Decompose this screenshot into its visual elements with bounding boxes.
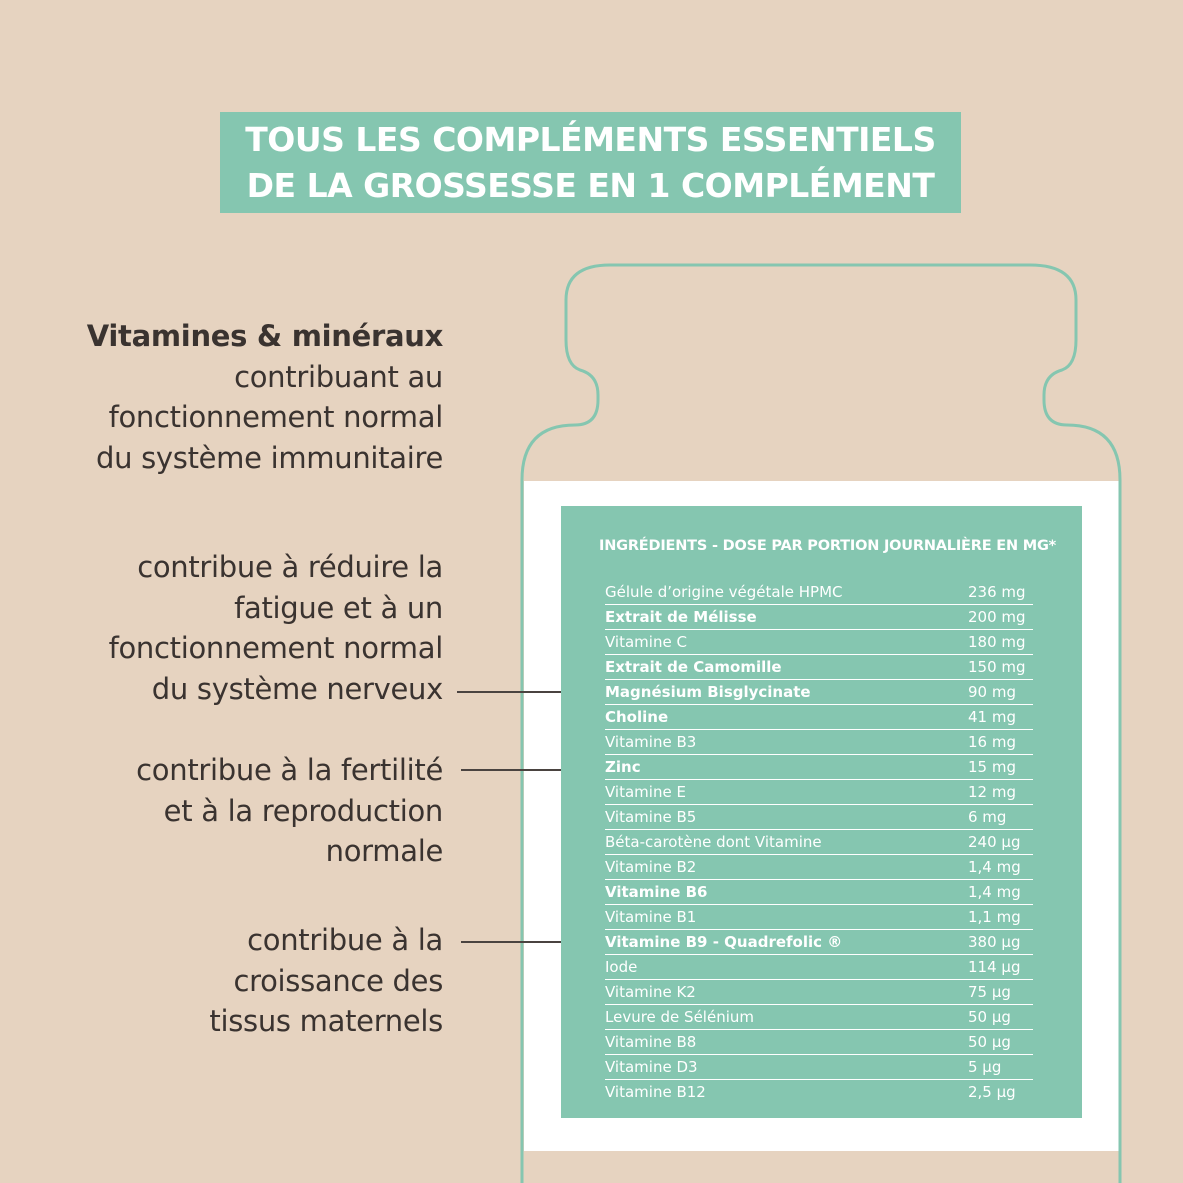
ingredient-row (605, 1030, 1033, 1055)
ingredient-row (605, 1080, 1033, 1104)
ingredient-name: Vitamine B12 (605, 1083, 706, 1101)
ingredient-dose: 41 mg (968, 708, 1016, 726)
ingredient-name: Magnésium Bisglycinate (605, 683, 811, 701)
ingredient-dose: 114 µg (968, 958, 1021, 976)
ingredient-row (605, 805, 1033, 830)
claim-fertility-line: et à la reproduction (163, 793, 443, 828)
ingredient-dose: 90 mg (968, 683, 1016, 701)
ingredient-name: Vitamine B9 - Quadrefolic ® (605, 933, 843, 951)
ingredient-dose: 50 µg (968, 1033, 1011, 1051)
ingredient-row (605, 580, 1033, 605)
ingredient-name: Levure de Sélénium (605, 1008, 754, 1026)
ingredient-dose: 150 mg (968, 658, 1026, 676)
ingredient-name: Vitamine B8 (605, 1033, 697, 1051)
claim-fatigue-line: contribue à réduire la (137, 550, 443, 584)
ingredient-row (605, 980, 1033, 1005)
ingredient-name: Vitamine C (605, 633, 687, 651)
ingredient-dose: 200 mg (968, 608, 1026, 626)
ingredient-row (605, 705, 1033, 730)
ingredient-row (605, 630, 1033, 655)
ingredient-row (605, 880, 1033, 905)
ingredient-name: Vitamine B3 (605, 733, 697, 751)
claim-fertility (136, 750, 443, 872)
ingredient-row (605, 730, 1033, 755)
ingredient-dose: 5 µg (968, 1058, 1002, 1076)
claim-fatigue-line: du système nerveux (151, 671, 443, 706)
ingredient-dose: 240 µg (968, 833, 1021, 851)
ingredient-dose: 380 µg (968, 933, 1021, 951)
claim-immunity (87, 316, 443, 478)
ingredient-row (605, 830, 1033, 855)
ingredient-row (605, 605, 1033, 630)
ingredient-name: Vitamine B2 (605, 858, 697, 876)
ingredient-row (605, 655, 1033, 680)
ingredient-dose: 50 µg (968, 1008, 1011, 1026)
claim-fatigue (109, 547, 443, 709)
ingredient-row (605, 855, 1033, 880)
claim-immunity-line: du système immunitaire (95, 440, 443, 475)
ingredients-title: INGRÉDIENTS - DOSE PAR PORTION JOURNALIÈRE EN MG* (599, 538, 1057, 554)
ingredient-row (605, 680, 1033, 705)
ingredient-dose: 1,4 mg (968, 883, 1021, 901)
claim-tissue-growth (209, 920, 443, 1042)
ingredient-name: Vitamine K2 (605, 983, 696, 1001)
ingredient-name: Vitamine B1 (605, 908, 697, 926)
claim-tissue-line: tissus maternels (209, 1004, 443, 1038)
ingredient-dose: 75 µg (968, 983, 1011, 1001)
ingredients-panel (561, 506, 1082, 1118)
ingredient-name: Gélule d’origine végétale HPMC (605, 583, 843, 601)
ingredient-name: Iode (605, 958, 638, 976)
ingredient-row (605, 955, 1033, 980)
ingredient-row (605, 930, 1033, 955)
claim-immunity-line: contribuant au (234, 359, 443, 394)
ingredient-dose: 16 mg (968, 733, 1016, 751)
headline-line-2: DE LA GROSSESSE EN 1 COMPLÉMENT (246, 166, 935, 205)
ingredient-name: Choline (605, 708, 669, 726)
ingredient-name: Béta-carotène dont Vitamine (605, 833, 822, 851)
ingredient-dose: 236 mg (968, 583, 1026, 601)
ingredient-name: Zinc (605, 758, 641, 776)
ingredients-table (605, 580, 1033, 1104)
ingredient-dose: 6 mg (968, 808, 1007, 826)
ingredient-name: Extrait de Camomille (605, 658, 782, 676)
claim-immunity-heading: Vitamines & minéraux (86, 319, 443, 353)
headline-line-1: TOUS LES COMPLÉMENTS ESSENTIELS (245, 120, 936, 159)
ingredient-row (605, 780, 1033, 805)
claim-fatigue-line: fatigue et à un (234, 590, 443, 625)
ingredient-dose: 15 mg (968, 758, 1016, 776)
ingredient-row (605, 1005, 1033, 1030)
ingredient-row (605, 755, 1033, 780)
ingredient-row (605, 905, 1033, 930)
ingredient-dose: 12 mg (968, 783, 1016, 801)
claim-immunity-line: fonctionnement normal (108, 400, 443, 434)
ingredient-name: Extrait de Mélisse (605, 608, 757, 626)
ingredient-row (605, 1055, 1033, 1080)
claim-tissue-line: contribue à la (247, 923, 443, 957)
claim-fatigue-line: fonctionnement normal (108, 631, 443, 665)
ingredient-name: Vitamine D3 (605, 1058, 698, 1076)
ingredient-name: Vitamine B5 (605, 808, 697, 826)
ingredient-dose: 1,4 mg (968, 858, 1021, 876)
ingredient-dose: 180 mg (968, 633, 1026, 651)
ingredient-name: Vitamine B6 (605, 883, 708, 901)
claim-fertility-line: normale (325, 834, 443, 868)
claim-fertility-line: contribue à la fertilité (136, 753, 443, 787)
claim-tissue-line: croissance des (233, 963, 443, 998)
ingredient-name: Vitamine E (605, 783, 686, 801)
ingredient-dose: 1,1 mg (968, 908, 1021, 926)
ingredient-dose: 2,5 µg (968, 1083, 1016, 1101)
